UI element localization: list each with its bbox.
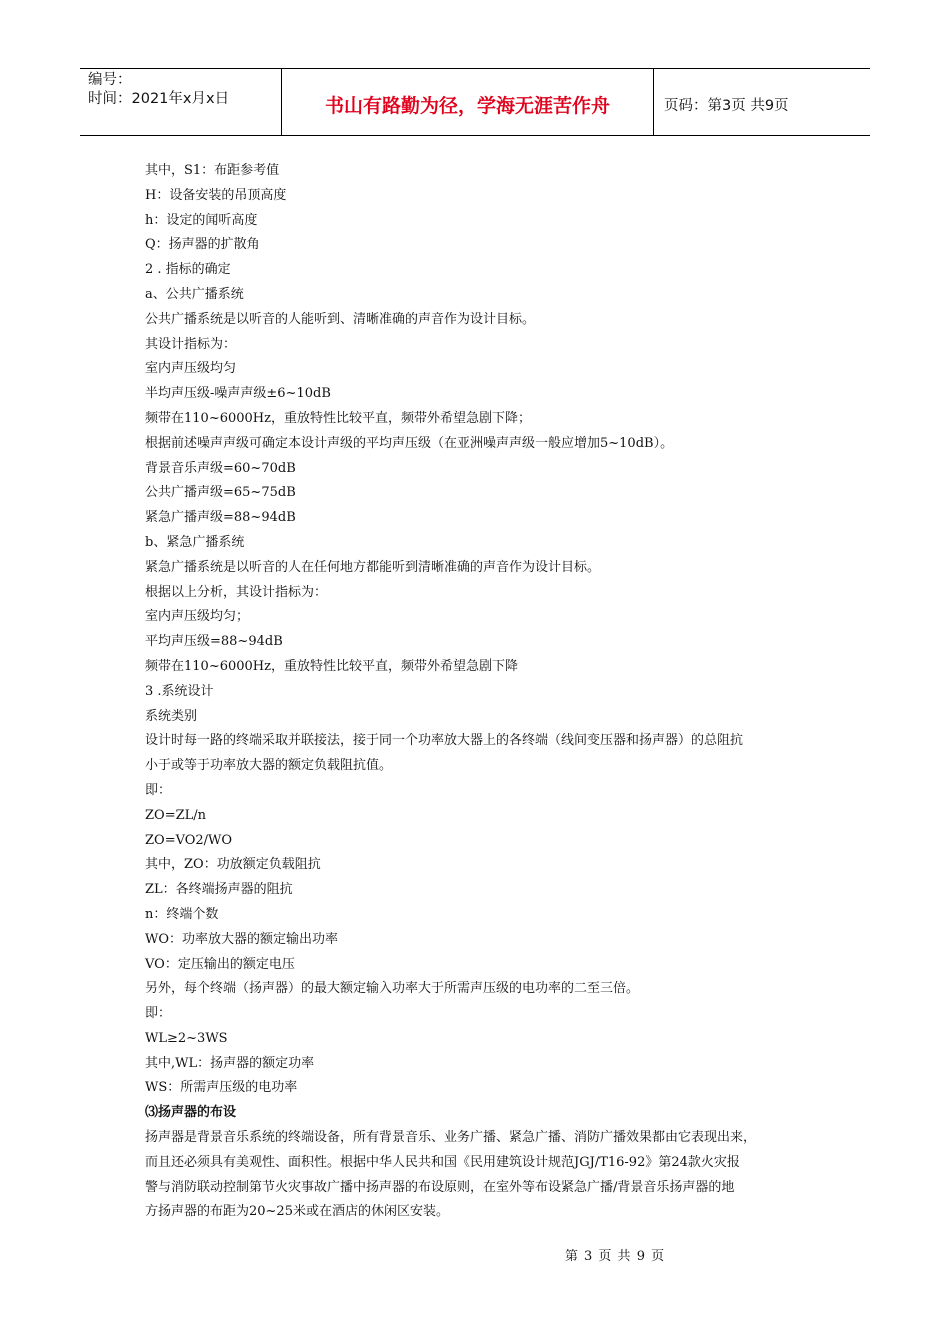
document-number-label: 编号： xyxy=(88,72,132,88)
text-line: 紧急广播声级=88~94dB xyxy=(145,510,296,526)
text-line: 频带在110~6000Hz，重放特性比较平直，频带外希望急剧下降； xyxy=(145,410,531,426)
text-line: 室内声压级均匀 xyxy=(145,361,237,377)
text-line: WO：功率放大器的额定输出功率 xyxy=(145,931,339,947)
text-line: ZO=VO2/WO xyxy=(145,832,233,848)
text-line: 背景音乐声级=60~70dB xyxy=(145,460,296,476)
text-line: ZO=ZL/n xyxy=(145,807,207,823)
header-motto: 书山有路勤为径，学海无涯苦作舟 xyxy=(282,69,654,135)
header-info-cell xyxy=(80,69,282,135)
text-line: WL≥2~3WS xyxy=(145,1030,228,1046)
text-line: 即： xyxy=(145,782,172,798)
text-line: VO：定压输出的额定电压 xyxy=(145,956,295,972)
text-line: n：终端个数 xyxy=(145,906,219,922)
text-line: 2 . 指标的确定 xyxy=(145,262,231,278)
text-line: 小于或等于功率放大器的额定负载阻抗值。 xyxy=(145,758,393,774)
text-line: a、公共广播系统 xyxy=(145,286,244,302)
text-line: 半均声压级-噪声声级±6~10dB xyxy=(145,386,331,402)
text-line: 紧急广播系统是以听音的人在任何地方都能听到清晰准确的声音作为设计目标。 xyxy=(145,559,601,575)
header-page-label: 页码：第3页 共9页 xyxy=(664,97,789,114)
text-line: 3 .系统设计 xyxy=(145,683,214,699)
text-line: 系统类别 xyxy=(145,708,198,724)
text-line: 其中,WL：扬声器的额定功率 xyxy=(145,1055,315,1071)
text-line: 即： xyxy=(145,1006,172,1022)
section-heading: ⑶扬声器的布设 xyxy=(145,1105,237,1121)
text-line: H：设备安装的吊顶高度 xyxy=(145,187,287,203)
page-footer xyxy=(0,1245,950,1264)
text-line: 根据以上分析，其设计指标为： xyxy=(145,584,328,600)
document-body xyxy=(145,159,825,1225)
text-line: 扬声器是背景音乐系统的终端设备，所有背景音乐、业务广播、紧急广播、消防广播效果都由它表现出来， xyxy=(145,1130,757,1146)
page-header xyxy=(80,68,870,136)
text-line: 公共广播系统是以听音的人能听到、清晰准确的声音作为设计目标。 xyxy=(145,311,536,327)
document-time-label: 时间：2021年x月x日 xyxy=(88,91,230,107)
text-line: 其中，S1：布距参考值 xyxy=(145,163,280,178)
footer-page-number: 第 3 页 共 9 页 xyxy=(564,1249,666,1264)
text-line: 警与消防联动控制第节火灾事故广播中扬声器的布设原则，在室外等布设紧急广播/背景音乐扬声器的地 xyxy=(145,1179,735,1195)
text-line: 其设计指标为： xyxy=(145,336,237,352)
text-line: 公共广播声级=65~75dB xyxy=(145,485,296,501)
text-line: 另外，每个终端（扬声器）的最大额定输入功率大于所需声压级的电功率的二至三倍。 xyxy=(145,981,640,997)
text-line: 室内声压级均匀； xyxy=(145,609,250,625)
text-line: b、紧急广播系统 xyxy=(145,534,245,550)
text-line: 设计时每一路的终端采取并联接法，接于同一个功率放大器上的各终端（线间变压器和扬声器）的总阻抗 xyxy=(145,733,744,749)
text-line: WS：所需声压级的电功率 xyxy=(145,1080,298,1096)
text-line: 频带在110~6000Hz，重放特性比较平直，频带外希望急剧下降 xyxy=(145,658,518,674)
text-line: 其中，ZO：功放额定负载阻抗 xyxy=(145,857,321,873)
text-line: 根据前述噪声声级可确定本设计声级的平均声压级（在亚洲噪声声级一般应增加5~10dB）。 xyxy=(145,435,674,451)
text-line: h：设定的闻听高度 xyxy=(145,212,258,228)
text-line: Q：扬声器的扩散角 xyxy=(145,237,260,253)
text-line: ZL：各终端扬声器的阻抗 xyxy=(145,882,293,898)
text-line: 而且还必须具有美观性、面积性。根据中华人民共和国《民用建筑设计规范JGJ/T16-92》第24款火灾报 xyxy=(145,1154,740,1170)
text-line: 平均声压级=88~94dB xyxy=(145,634,283,650)
text-line: 方扬声器的布距为20~25米或在酒店的休闲区安装。 xyxy=(145,1204,449,1220)
